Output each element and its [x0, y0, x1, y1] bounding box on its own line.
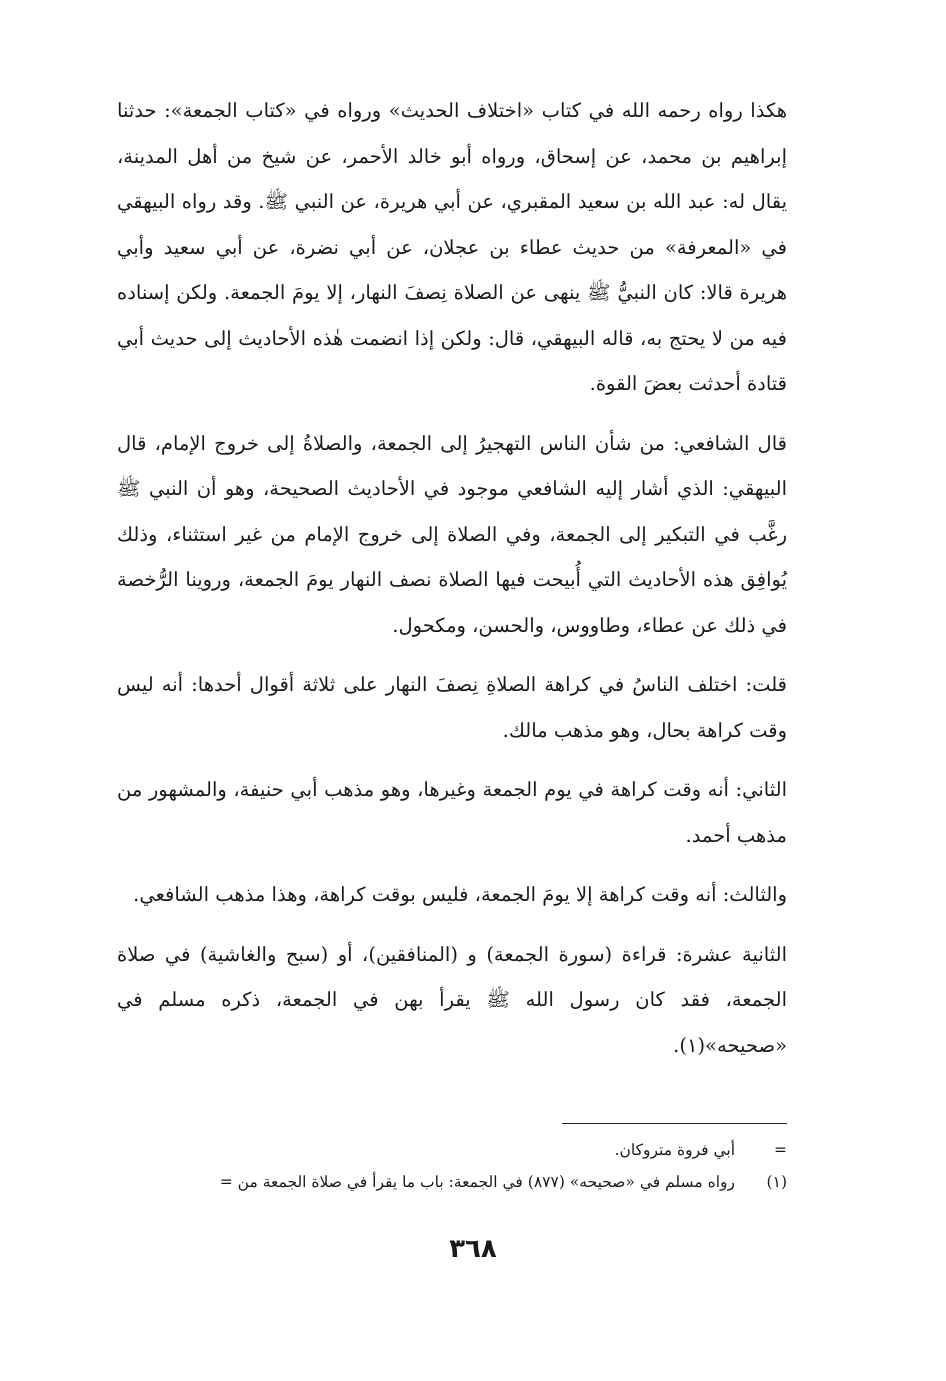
footnote-1 — [117, 1166, 787, 1198]
paragraph-6: الثانية عشرة: قراءة (سورة الجمعة) و (المنافقين)، أو (سبح والغاشية) في صلاة الجمعة، فقد كان رسول الله ﷺ يقرأ بهن في الجمعة، ذكره مسلم في «صحيحه»(١). — [117, 942, 787, 1057]
footnote-continuation — [117, 1134, 787, 1166]
paragraph-4: الثاني: أنه وقت كراهة في يوم الجمعة وغيرها، وهو مذهب أبي حنيفة، والمشهور من مذهب أحمد. — [117, 778, 787, 847]
paragraph-5: والثالث: أنه وقت كراهة إلا يومَ الجمعة، فليس بوقت كراهة، وهذا مذهب الشافعي. — [133, 883, 787, 906]
paragraph-1: هكذا رواه رحمه الله في كتاب «اختلاف الحديث» ورواه في «كتاب الجمعة»: حدثنا إبراهيم بن محمد، عن إسحاق، ورواه أبو خالد الأحمر، عن شيخ من أهل المدينة، يقال له: عبد الله بن سعيد المقبري، عن أبي هريرة، عن النبي ﷺ. وقد رواه البيهقي في «المعرفة» من حديث عطاء بن عجلان، عن أبي نضرة، عن أبي سعيد وأبي هريرة قالا: كان النبيُّ ﷺ ينهى عن الصلاة نِصفَ النهار، إلا يومَ الجمعة. ولكن إسناده فيه من لا يحتج به، قاله البيهقي، قال: ولكن إذا انضمت هٰذه الأحاديث إلى حديث أبي قتادة أحدثت بعضَ القوة. — [117, 99, 787, 395]
main-text — [117, 88, 787, 1068]
page-number: ٣٦٨ — [449, 1234, 497, 1264]
footnotes-section — [117, 1123, 787, 1198]
footnote-mark: (١) — [766, 1173, 787, 1191]
paragraph-3: قلت: اختلف الناسُ في كراهة الصلاةِ نِصفَ النهار على ثلاثة أقوال أحدها: أنه ليس وقت كراهة بحال، وهو مذهب مالك. — [117, 673, 787, 742]
footnote-divider — [562, 1123, 787, 1124]
footnote-text: رواه مسلم في «صحيحه» (٨٧٧) في الجمعة: باب ما يقرأ في صلاة الجمعة من = — [219, 1173, 735, 1191]
footnote-mark: = — [774, 1141, 787, 1159]
footnote-text: أبي فروة متروكان. — [614, 1141, 735, 1159]
paragraph-2: قال الشافعي: من شأن الناس التهجيرُ إلى الجمعة، والصلاةُ إلى خروج الإمام، قال البيهقي: الذي أشار إليه الشافعي موجود في الأحاديث الصحيحة، وهو أن النبي ﷺ رغَّب في التبكير إلى الجمعة، وفي الصلاة إلى خروج الإمام من غير استثناء، وذلك يُوافِق هذه الأحاديث التي أُبيحت فيها الصلاة نصف النهار يومَ الجمعة، وروينا الرُّخصة في ذلك عن عطاء، وطاووس، والحسن، ومكحول. — [117, 431, 787, 637]
